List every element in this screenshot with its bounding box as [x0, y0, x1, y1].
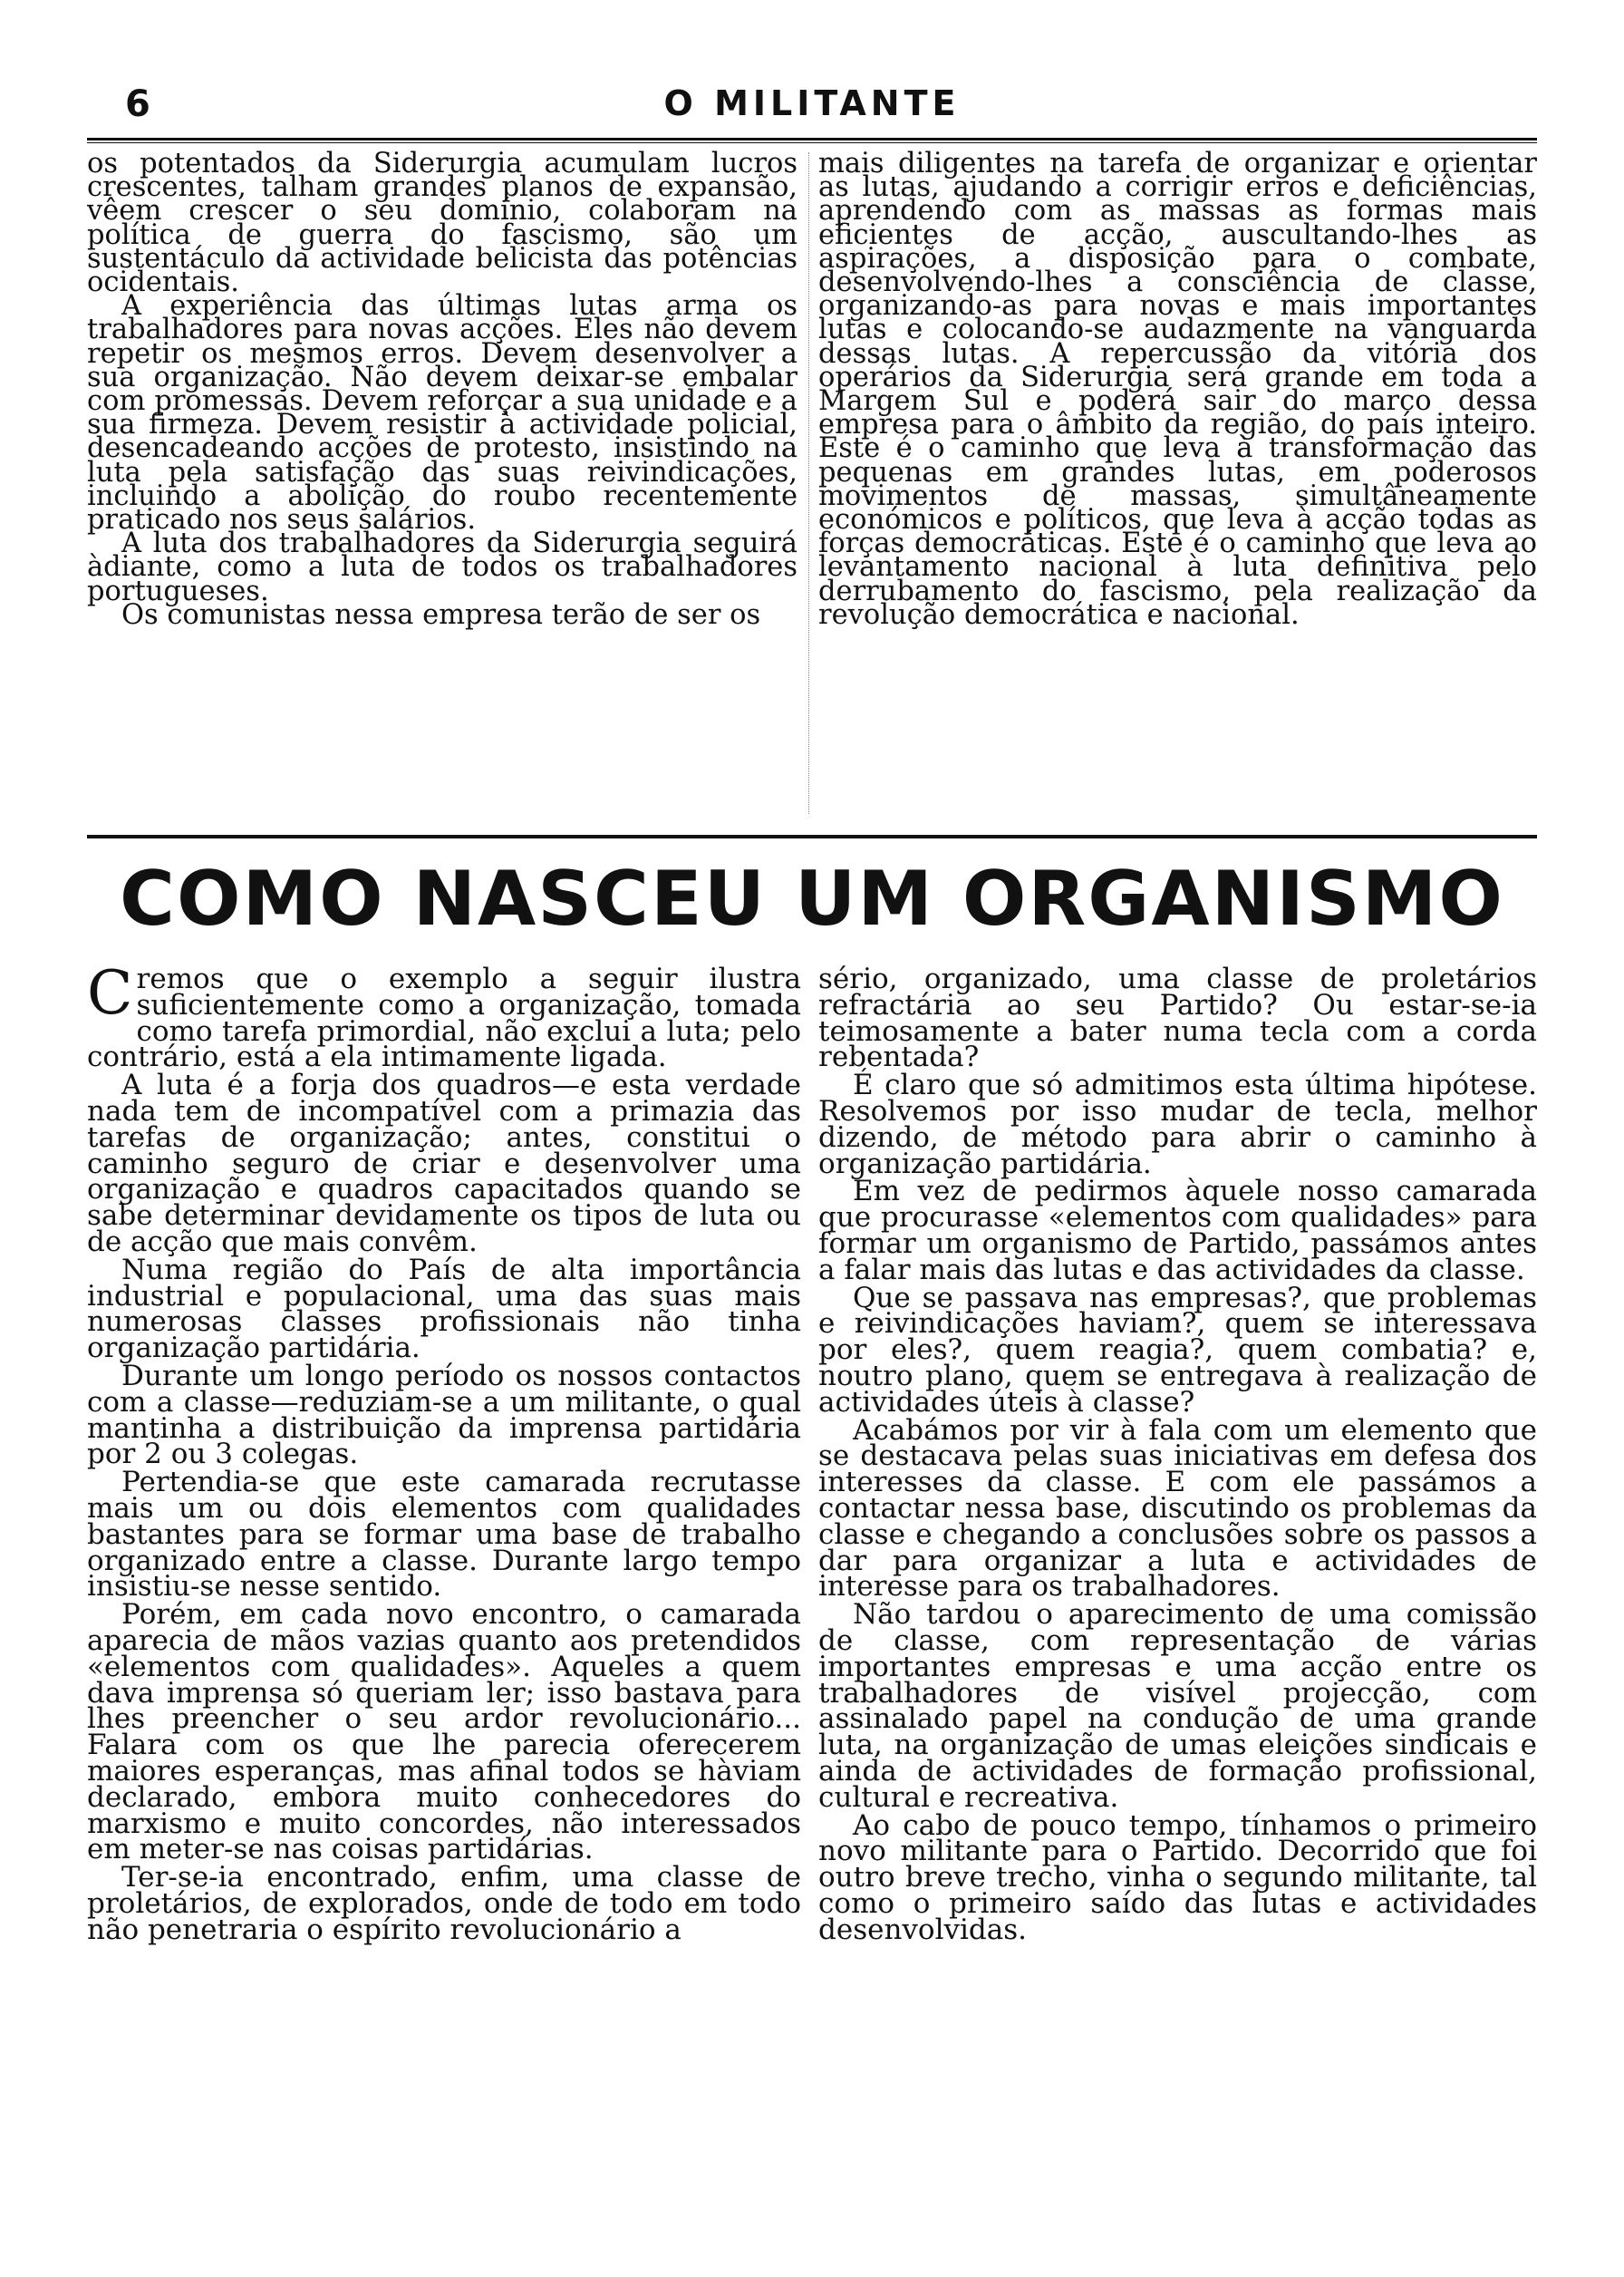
article-headline: COMO NASCEU UM ORGANISMO — [120, 855, 1504, 943]
paragraph: os potentados da Siderurgia acumulam lucros crescentes, talham grandes planos de expansão, vêem crescer o seu domínio, colaboram na política de guerra do fascismo, são um sustentáculo da actividade belicista das potências ocidentais. — [87, 148, 798, 299]
page-number: 6 — [125, 83, 151, 125]
paragraph: Os comunistas nessa empresa terão de ser os — [121, 598, 761, 631]
opening-paragraph — [87, 958, 801, 1074]
paragraph: Acabámos por vir à fala com um elemento que se destacava pelas suas iniciativas em defesa dos interesses da classe. E com ele passámos a contactar nessa base, discutindo os problemas da classe e chegando a conclusões sobre os passos a dar para organizar a luta e actividades de interesse para os trabalhadores. — [818, 1413, 1537, 1604]
paragraph: Ter-se-ia encontrado, enfim, uma classe de proletários, de explorados, onde de todo em todo não penetraria o espírito revolucionário a — [87, 1861, 801, 1946]
column-divider — [808, 152, 809, 814]
publication-title: O MILITANTE — [663, 83, 961, 123]
top-article-right-column — [818, 148, 1537, 631]
paragraph: É claro que só admitimos esta última hipótese. Resolvemos por isso mudar de tecla, melhor dizendo, de método para abrir o caminho à organização partidária. — [818, 1069, 1537, 1180]
paragraph: Pertendia-se que este camarada recrutasse mais um ou dois elementos com qualidades bastantes para se formar uma base de trabalho organizado entre a classe. Durante largo tempo insistiu-se nesse sentido. — [87, 1466, 801, 1604]
paragraph: Numa região do País de alta importância industrial e populacional, uma das suas mais numerosas classes profissionais não tinha organização partidária. — [87, 1253, 801, 1365]
header-rule — [87, 138, 1537, 143]
paragraph: Que se passava nas empresas?, que problemas e reivindicações haviam?, quem se interessava por eles?, quem reagia?, quem combatia? e, noutro plano, quem se entregava à realização de actividades úteis à classe? — [818, 1281, 1537, 1419]
paragraph: A luta dos trabalhadores da Siderurgia seguirá àdiante, como a luta de todos os trabalhadores portugueses. — [87, 528, 798, 607]
top-article-left-column — [87, 148, 798, 631]
main-article-right-column — [818, 963, 1537, 1946]
paragraph: Em vez de pedirmos àquele nosso camarada que procurasse «elementos com qualidades» para formar um organismo de Partido, passámos antes a falar mais das lutas e das actividades da classe. — [818, 1175, 1537, 1286]
drop-cap: C — [87, 958, 133, 1028]
paragraph: mais diligentes na tarefa de organizar e orientar as lutas, ajudando a corrigir erros e deficiências, aprendendo com as massas as formas mais eficientes de acção, auscultando-lhes as aspirações, a disposição para o combate, desenvolvendo-lhes a consciência de classe, organizando-as para novas e mais importantes lutas e colocando-se audazmente na vanguarda dessas lutas. A repercussão da vitória dos operários da Siderurgia será grande em toda a Margem Sul e poderá sair do marco dessa empresa para o âmbito da região, do país inteiro. Este é o caminho que leva à transformação das pequenas em grandes lutas, em poderosos movimentos de massas, simultâneamente económicos e políticos, que leva à acção todas as forças democráticas. Este é o caminho que leva ao levantamento nacional à luta definitiva pelo derrubamento do fascismo, pela realização da revolução democrática e nacional. — [818, 148, 1537, 631]
paragraph: A luta é a forja dos quadros—e esta verdade nada tem de incompatível com a primazia das tarefas de organização; antes, constitui o caminho seguro de criar e desenvolver uma organização e quadros capacitados quando se sabe determinar devidamente os tipos de luta ou de acção que mais convêm. — [87, 1069, 801, 1258]
paragraph: Não tardou o aparecimento de uma comissão de classe, com representação de várias importantes empresas e uma acção entre os trabalhadores de visível projecção, com assinalado papel na condução de uma grande luta, na organização de umas eleições sindicais e ainda de actividades de formação profissional, cultural e recreativa. — [818, 1598, 1537, 1814]
main-article-left-column — [87, 958, 801, 1946]
paragraph: Durante um longo período os nossos contactos com a classe—reduziam-se a um militante, o qual mantinha a distribuição da imprensa partidária por 2 ou 3 colegas. — [87, 1359, 801, 1471]
opening-text: remos que o exemplo a seguir ilustra suficientemente como a organização, tomada como tarefa primordial, não exclui a luta; pelo contrário, está a ela intimamente ligada. — [87, 963, 801, 1074]
paragraph: Porém, em cada novo encontro, o camarada aparecia de mãos vazias quanto aos pretendidos «elementos com qualidades». Aqueles a quem dava imprensa só queriam ler; isso bastava para lhes preencher o seu ardor revolucionário... Falara com os que lhe parecia oferecerem maiores esperanças, mas afinal todos se hàviam declarado, embora muito conhecedores do marxismo e muito concordes, não interessados em meter-se nas coisas partidárias. — [87, 1598, 801, 1866]
paragraph: Ao cabo de pouco tempo, tínhamos o primeiro novo militante para o Partido. Decorrido que foi outro breve trecho, vinha o segundo militante, tal como o primeiro saído das lutas e actividades desenvolvidas. — [818, 1808, 1537, 1946]
paragraph: A experiência das últimas lutas arma os trabalhadores para novas acções. Eles não devem repetir os mesmos erros. Devem desenvolver a sua organização. Não devem deixar-se embalar com promessas. Devem reforçar a sua unidade e a sua firmeza. Devem resistir à actividade policial, desencadeando acções de protesto, insistindo na luta pela satisfação das suas reivindicações, incluindo a abolição do roubo recentemente praticado nos seus salários. — [87, 290, 798, 537]
paragraph: sério, organizado, uma classe de proletários refractária ao seu Partido? Ou estar-se-ia teimosamente a bater numa tecla com a corda rebentada? — [818, 963, 1537, 1074]
section-rule — [87, 835, 1537, 838]
